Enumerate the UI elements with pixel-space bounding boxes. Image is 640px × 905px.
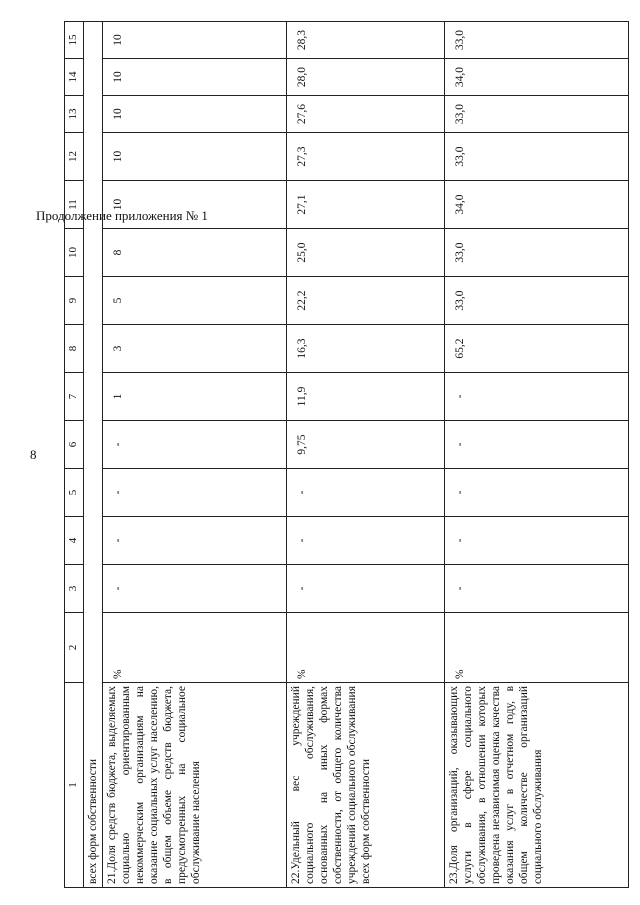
column-number-9: 9 (65, 277, 84, 325)
indicator-name: 23.Доля организаций, оказывающих услуги в сфере социального обслуживания, в отношении которых проведена независимая оценка качества оказания услуг в отчетном году, в общем количестве организаций социального обслуживания (445, 683, 629, 888)
indicator-value: 10 (103, 96, 287, 133)
indicators-table (64, 21, 629, 888)
indicator-value: 27,3 (286, 133, 445, 181)
indicator-value: - (445, 565, 629, 613)
indicator-value: - (445, 517, 629, 565)
indicator-value: 10 (103, 133, 287, 181)
column-number-14: 14 (65, 59, 84, 96)
indicator-value: 11,9 (286, 373, 445, 421)
column-number-4: 4 (65, 517, 84, 565)
indicator-value: 27,1 (286, 181, 445, 229)
indicator-unit: % (445, 613, 629, 683)
indicator-name: 22.Удельный вес учреждений социального обслуживания, основанных на иных формах собственности, от общего количества учреждений социального обслуживания всех форм собственности (286, 683, 445, 888)
indicator-value: 9,75 (286, 421, 445, 469)
column-number-3: 3 (65, 565, 84, 613)
indicator-row (445, 22, 629, 888)
indicator-value: 5 (103, 277, 287, 325)
indicator-value: - (445, 373, 629, 421)
indicator-value: 1 (103, 373, 287, 421)
continuation-title: Продолжение приложения № 1 (36, 208, 208, 223)
indicator-value: - (445, 421, 629, 469)
rotated-table-wrapper (64, 29, 629, 888)
indicator-value: 28,0 (286, 59, 445, 96)
indicator-unit: % (286, 613, 445, 683)
indicator-row (286, 22, 445, 888)
page-number: 8 (30, 447, 37, 462)
column-number-13: 13 (65, 96, 84, 133)
indicator-value: 27,6 (286, 96, 445, 133)
indicator-value: 65,2 (445, 325, 629, 373)
subheader-row (84, 22, 103, 888)
indicator-value: 33,0 (445, 96, 629, 133)
column-number-5: 5 (65, 469, 84, 517)
indicator-value: - (103, 565, 287, 613)
indicator-value: - (445, 469, 629, 517)
indicator-row (103, 22, 287, 888)
indicator-value: 3 (103, 325, 287, 373)
indicator-value: - (286, 565, 445, 613)
indicator-value: - (286, 469, 445, 517)
subheader-cell: всех форм собственности (84, 22, 103, 888)
indicator-value: 10 (103, 59, 287, 96)
column-number-8: 8 (65, 325, 84, 373)
column-number-15: 15 (65, 22, 84, 59)
indicator-value: 22,2 (286, 277, 445, 325)
indicator-value: 8 (103, 229, 287, 277)
indicator-value: - (103, 469, 287, 517)
indicator-value: - (286, 517, 445, 565)
indicator-value: 10 (103, 181, 287, 229)
indicator-value: - (103, 517, 287, 565)
indicator-value: 33,0 (445, 22, 629, 59)
indicator-value: 34,0 (445, 59, 629, 96)
column-number-10: 10 (65, 229, 84, 277)
column-number-6: 6 (65, 421, 84, 469)
column-number-12: 12 (65, 133, 84, 181)
column-number-11: 11 (65, 181, 84, 229)
indicator-value: 25,0 (286, 229, 445, 277)
indicator-value: 34,0 (445, 181, 629, 229)
column-number-2: 2 (65, 613, 84, 683)
indicator-name: 21.Доля средств бюджета, выделяемых социально ориентированным некоммерческим организациям на оказание социальных услуг населению, в общем объеме средств бюджета, предусмотренных на социальное обслуживание населения (103, 683, 287, 888)
column-number-7: 7 (65, 373, 84, 421)
column-number-row (65, 22, 84, 888)
indicator-value: 33,0 (445, 229, 629, 277)
indicator-value: 10 (103, 22, 287, 59)
indicator-value: 28,3 (286, 22, 445, 59)
indicator-value: - (103, 421, 287, 469)
indicator-value: 16,3 (286, 325, 445, 373)
column-number-1: 1 (65, 683, 84, 888)
indicator-value: 33,0 (445, 133, 629, 181)
indicator-unit: % (103, 613, 287, 683)
indicator-value: 33,0 (445, 277, 629, 325)
